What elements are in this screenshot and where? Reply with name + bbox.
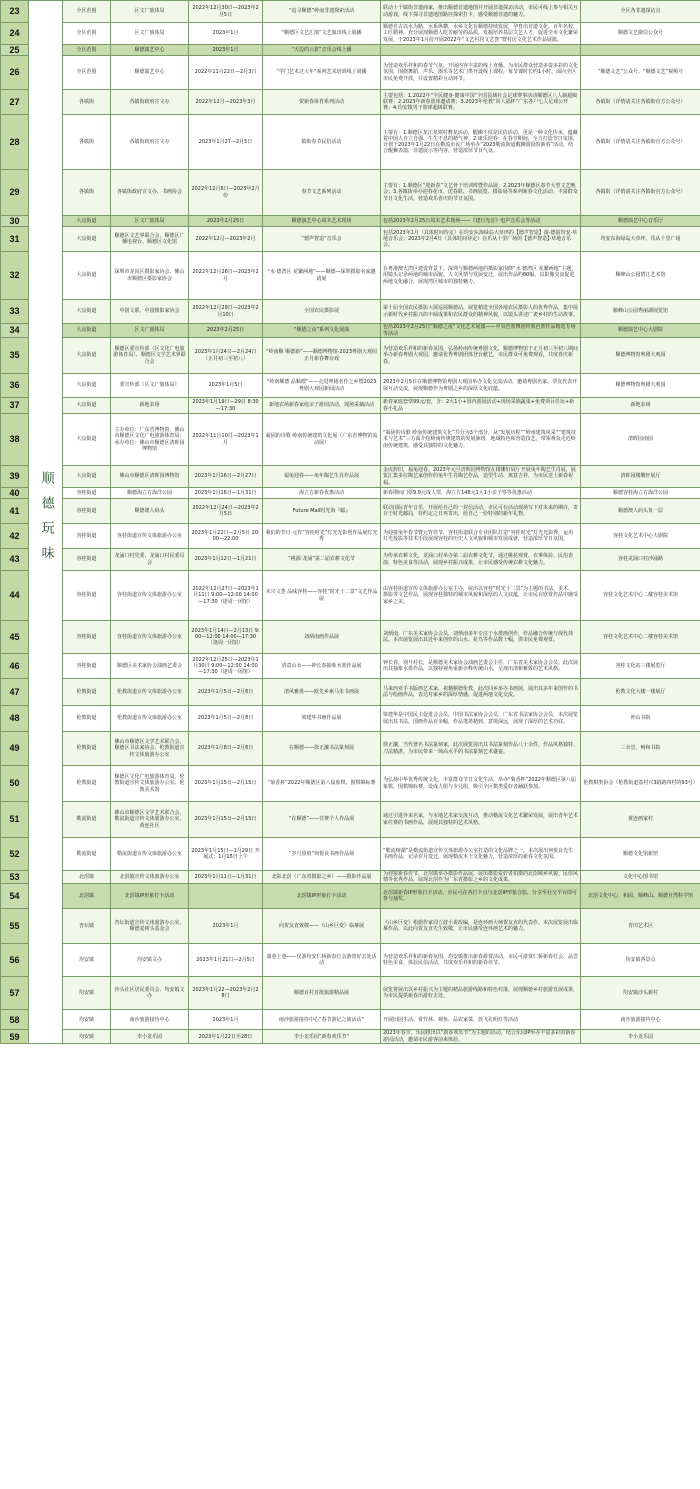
- table-row: [1, 252, 700, 300]
- time-cell: 2022年12月—2023年3月: [189, 90, 263, 115]
- area-cell: 大良街道: [63, 227, 111, 252]
- area-cell: 伦教街道: [63, 732, 111, 766]
- event-name-cell: 福兔迎春——兔年陶艺生肖作品展: [263, 466, 381, 488]
- organizer-cell: 顺德澳人码头: [111, 499, 189, 524]
- event-name-cell: 蒲巷上巷——仅游均安仁桥新春灯会游赏好去处活动: [263, 944, 381, 977]
- table-row: [1, 1030, 700, 1043]
- event-name-cell: “岭南顺 顺德新”——顺德博物馆·2023粤剧大观园正月新春舞台戏: [263, 338, 381, 374]
- table-row: [1, 56, 700, 90]
- event-name-cell: 北影北滘（广东省摄影之乡）——摄影作品展: [263, 871, 381, 884]
- venue-cell: 伦教文化大楼一楼展厅: [581, 679, 700, 706]
- table-row: [1, 1, 700, 23]
- description-cell: 梁建华是中国民主促进会会员，中国书法家协会会员，广东省书法家协会会员，本次展览展出其书法、国画作品百余幅，作品笔墨精到、意境深远，展现了深厚的艺术功底。: [381, 706, 581, 732]
- venue-cell: 顺德博物馆粤剧大观园: [581, 338, 700, 374]
- area-cell: 大良街道: [63, 338, 111, 374]
- organizer-cell: 北滘镇宣传文体旅游办公室: [111, 871, 189, 884]
- description-cell: 联动国际青年音乐，开展给自己的一封信活动，市民可在活动现场写下对未来的期许，寄存于时光邮局，待约定之日再寄出，给自己一份特别的新年礼物。: [381, 499, 581, 524]
- area-cell: 大良街道: [63, 414, 111, 466]
- area-cell: 均安镇: [63, 1030, 111, 1043]
- organizer-cell: 佛山市顺德区文学艺术联合会、勒流街道宣传文体旅游办公室、黄连社区: [111, 802, 189, 838]
- table-row: [1, 679, 700, 706]
- time-cell: 2023年2月25日: [189, 324, 263, 338]
- description-cell: 开展旧园生活、赏竹林、观鱼、品农家菜、放飞孔明灯等活动: [381, 1010, 581, 1030]
- description-cell: 北滘镇新春IP形象打卡活动，市民可在各打卡点与北滘IP形象合影，分享至社交平台即可参与抽奖。: [381, 884, 581, 909]
- description-cell: 为传承农耕文化，龙涌口村举办第二届农耕文化节，通过桃花观赏、农事体验、民俗表演、特色美食等活动，展现乡村振兴成果，让市民感受传统农耕文化魅力。: [381, 549, 581, 571]
- time-cell: 2022年11月22日—2月3日: [189, 56, 263, 90]
- row-number-cell: 47: [1, 679, 29, 706]
- row-number-cell: 32: [1, 252, 29, 300]
- row-number-cell: 28: [1, 115, 29, 170]
- table-row: [1, 466, 700, 488]
- area-cell: 各镇街: [63, 115, 111, 170]
- venue-cell: 容桂文化站三楼展览厅: [581, 654, 700, 679]
- venue-cell: 顺德演艺中心大剧院: [581, 324, 700, 338]
- venue-cell: 伦教棋类协会（伦教街道荔村兴3路路四村的93号）: [581, 766, 700, 802]
- time-cell: 2022年12月25日—2023年1月30日 9:00—12:00 14:00—17:30（逢周一闭馆）: [189, 654, 263, 679]
- time-cell: 2022年11月10日—2023年1月: [189, 414, 263, 466]
- venue-cell: 容桂文化艺术中心二楼容桂美术馆: [581, 571, 700, 621]
- time-cell: 2023年1月12日—1月21日: [189, 549, 263, 571]
- organizer-cell: 中国文联、中国摄影家协会: [111, 300, 189, 324]
- description-cell: 钟长春，别号村长，是顺德美术家协会油画艺委会主任，广东省美术家协会会员。此次展出其抽象水墨作品，以独特视角重新诠释传统山水，呈现出清新雅致的艺术风格。: [381, 654, 581, 679]
- table-row: [1, 115, 700, 170]
- organizer-cell: 龙涌口村党委、龙涌口村民委员会: [111, 549, 189, 571]
- time-cell: 2023年1月15日—2月15日: [189, 766, 263, 802]
- venue-cell: 顺德文化馆新馆: [581, 838, 700, 871]
- description-cell: 展览将展出以乡村振兴为主题的精品旅游线路和特色村落，展现顺德乡村旅游发展成果，为市民提供新春出游好去处。: [381, 977, 581, 1010]
- row-number-cell: 40: [1, 488, 29, 499]
- row-number-cell: 48: [1, 706, 29, 732]
- area-cell: 大良街道: [63, 300, 111, 324]
- venue-cell: 容桂文化艺术中心二楼容桂美术馆: [581, 621, 700, 654]
- area-cell: 均安镇: [63, 1010, 111, 1030]
- venue-cell: 顺德博物馆粤剧大观园: [581, 374, 700, 398]
- time-cell: 2023年1月22日—2月5日 20:00—22:00: [189, 524, 263, 549]
- table-row: [1, 871, 700, 884]
- row-number-cell: 36: [1, 374, 29, 398]
- time-cell: 2022年12月24日—2023年2月5日: [189, 499, 263, 524]
- area-cell: 容桂街道: [63, 499, 111, 524]
- venue-cell: 三水堂、畅和书院: [581, 732, 700, 766]
- event-name-cell: 在顺德——徐正濂书法篆刻展: [263, 732, 381, 766]
- description-cell: 联动十个镇街非遗商家，推出顺德非遗地图并开展非遗探访活动，市民可线上参与相关互动游戏，线下探寻非遗地图路径探索打卡，感受顺德非遗的魅力。: [381, 1, 581, 23]
- event-name-cell: 木兴文荟 品味容桂——容桂“时光十二景”文艺作品展: [263, 571, 381, 621]
- table-row: [1, 549, 700, 571]
- row-number-cell: 49: [1, 732, 29, 766]
- table-row: [1, 414, 700, 466]
- event-name-cell: 清风雅墨——欧先乡素马朱书画展: [263, 679, 381, 706]
- organizer-cell: 顺德演艺中心: [111, 45, 189, 56]
- row-number-cell: 41: [1, 499, 29, 524]
- table-row: [1, 45, 700, 56]
- table-row: [1, 732, 700, 766]
- organizer-cell: 容桂街道宣传文体旅游办公室: [111, 524, 189, 549]
- table-row: [1, 1010, 700, 1030]
- time-cell: 2022年12月30日—2023年2月5日: [189, 1, 263, 23]
- organizer-cell: 顺德演艺中心: [111, 56, 189, 90]
- table-row: [1, 621, 700, 654]
- area-cell: 全区范围: [63, 45, 111, 56]
- table-row: [1, 374, 700, 398]
- organizer-cell: 容桂街道宣传文体旅游办公室: [111, 571, 189, 621]
- table-row: [1, 766, 700, 802]
- table-row: [1, 524, 700, 549]
- time-cell: 2023年1月: [189, 909, 263, 944]
- row-number-cell: 50: [1, 766, 29, 802]
- table-row: [1, 884, 700, 909]
- table-row: [1, 977, 700, 1010]
- event-name-cell: “岁月留痕”何悦良书画作品展: [263, 838, 381, 871]
- area-cell: 各镇街: [63, 90, 111, 115]
- row-number-cell: 43: [1, 549, 29, 571]
- event-name-cell: 顺德演艺中心周末艺术现场: [263, 216, 381, 227]
- venue-cell: 均安东海绿岛大草坪、乐从十里广场: [581, 227, 700, 252]
- area-cell: 杏坛镇: [63, 909, 111, 944]
- venue-cell: 各镇街（详情请关注各镇街官方公众号）: [581, 115, 700, 170]
- area-cell: 大良街道: [63, 398, 111, 414]
- organizer-cell: 各镇街政府宣文办: [111, 115, 189, 170]
- description-cell: 《山乡巨变》根据作家周立波小说改编，是连环画大师贺友直的代表作。本次展览展出临摹作品，以此向贺友直先生致敬，让市民感受连环画艺术的魅力。: [381, 909, 581, 944]
- organizer-cell: 区文广旅体局: [111, 324, 189, 338]
- venue-cell: “顺德文艺”公众号、“顺德文艺”视频号: [581, 56, 700, 90]
- table-row: [1, 838, 700, 871]
- event-name-cell: “水·德湾区 花繁两地”——顺德—深圳摄影名家邀请展: [263, 252, 381, 300]
- area-cell: 大良街道: [63, 252, 111, 300]
- row-number-cell: 55: [1, 909, 29, 944]
- organizer-cell: 北滘镇IP形象打卡活动: [111, 884, 189, 909]
- time-cell: 2022年12月29日—2023年2月10日: [189, 300, 263, 324]
- event-name-cell: “学门艺术过大年”系列艺术培训线上展播: [263, 56, 381, 90]
- row-number-cell: 54: [1, 884, 29, 909]
- event-name-cell: “岭南顺德 品顺德”——走进粤剧名作之乡暨2023粤剧大观园新闻活动: [263, 374, 381, 398]
- table-row: [1, 324, 700, 338]
- venue-cell: 顺德容桂海立方海洋公园: [581, 488, 700, 499]
- time-cell: 2022年12月27日—2023年1月11日 9:00—12:00 14:00—17:30（逢周一闭馆）: [189, 571, 263, 621]
- event-name-cell: 贺新春体育系列活动: [263, 90, 381, 115]
- time-cell: 2023年1月15日—2月15日: [189, 802, 263, 838]
- row-number-cell: 31: [1, 227, 29, 252]
- table-row: [1, 216, 700, 227]
- organizer-cell: 区文广旅体局: [111, 23, 189, 45]
- table-row: [1, 90, 700, 115]
- time-cell: 2023年1月11日—1月31日: [189, 871, 263, 884]
- table-row: [1, 706, 700, 732]
- description-cell: “凝固的诗歌 岭南传统建筑文化”共分为3个部分，从“发展历程”“岭南建筑风采”“建筑技术与艺术”三方面介绍岭南传统建筑的发展脉络、地域特色和营造技艺，带领观众走近岭南传统建筑，感受其独特的文化魅力。: [381, 414, 581, 466]
- description-cell: 为营造欢乐祥和的新春氛围，均安镇推出新春游赏活动，市民可游赏仁桥新春灯会、品尝特色美食、体验民俗活动，共度欢乐祥和的新春佳节。: [381, 944, 581, 977]
- venue-cell: 各镇街（详情请关注各镇街官方公众号）: [581, 170, 700, 216]
- area-cell: 勒流街道: [63, 838, 111, 871]
- time-cell: 2023年1月15日—1月29日 开展式：1月15日上午: [189, 838, 263, 871]
- organizer-cell: 勒流街道宣传文体旅游办公室: [111, 838, 189, 871]
- row-number-cell: 57: [1, 977, 29, 1010]
- venue-cell: 南沙旅游接待中心: [581, 1010, 700, 1030]
- organizer-cell: 杏坛街道宣传文体旅游办公室、顺德麦树头基金会: [111, 909, 189, 944]
- event-name-cell: Future Mail时光海『邮』: [263, 499, 381, 524]
- area-cell: 大良街道: [63, 374, 111, 398]
- area-cell: 大良街道: [63, 466, 111, 488]
- description-cell: 2023年2月5日在顺德博物馆粤剧大观园举办文化交流活动，邀请粤剧名家、票友代表开展互动交流，展现顺德作为粤剧之乡的深厚文化底蕴。: [381, 374, 581, 398]
- area-cell: 大良街道: [63, 324, 111, 338]
- description-cell: [381, 45, 581, 56]
- row-number-cell: 51: [1, 802, 29, 838]
- organizer-cell: 顺德海立方海洋公园: [111, 488, 189, 499]
- description-cell: 主要有：1.顺德区“迎新春”文艺骨干培训班暨作品展；2.2023年顺德区春节大型文艺晚会；3.各镇街举办迎春花市、送春联、书画展览、摄影展等系列新春文化活动，丰富群众节日文化生活，营造欢乐喜庆的节日氛围。: [381, 170, 581, 216]
- time-cell: 2022年12月26日—2023年2月: [189, 252, 263, 300]
- area-cell: 容桂街道: [63, 571, 111, 621]
- description-cell: 新春期间门票9.9元成人票，海立方148元1大1小亲子票等优惠活动: [381, 488, 581, 499]
- time-cell: 2023年1月21日—2月5日: [189, 944, 263, 977]
- venue-cell: 钟山书院: [581, 706, 700, 732]
- area-cell: 伦教街道: [63, 706, 111, 732]
- table-row: [1, 571, 700, 621]
- row-number-cell: 38: [1, 414, 29, 466]
- venue-cell: [581, 45, 700, 56]
- event-name-cell: “顺德之夜”系列文化展演: [263, 324, 381, 338]
- description-cell: 主要包括：1.2022年“全民健身·健康中国”全国县域社会足球赛事活动顺德区八人制超级联赛；2.2023年新春篮球邀请赛；3.2023年伦教“同人福杯”广东各户七人足球公开赛；4.均安镇男子篮球超级联赛。: [381, 90, 581, 115]
- organizer-cell: 南沙旅游接待中心: [111, 1010, 189, 1030]
- category-cell: [29, 1, 63, 1044]
- time-cell: 2023年1月16日—1月31日: [189, 488, 263, 499]
- venue-cell: 黄连画家村: [581, 802, 700, 838]
- description-cell: 金虎辞旧，福兔迎春。2023年元旦清晖园博物馆在楼雕轩展厅开展兔年陶艺生肖展，展览汇集多位陶艺家创作的兔年生肖陶艺作品，造型生动、寓意吉祥，为市民送上新春祝福。: [381, 466, 581, 488]
- time-cell: 2023年1月22—2023年2月28日: [189, 977, 263, 1010]
- row-number-cell: 56: [1, 944, 29, 977]
- row-number-cell: 30: [1, 216, 29, 227]
- table-row: [1, 300, 700, 324]
- time-cell: 2023年1月5日: [189, 374, 263, 398]
- description-cell: 第十届全国农民摄影大展巡展顺德站，展览精选全国各地农民摄影人的优秀作品，集中展示新时代乡村振兴的丰硕成果和农民群众的精神风貌，以镜头讲述广袤乡村的生动故事。: [381, 300, 581, 324]
- organizer-cell: 李小龙乐园: [111, 1030, 189, 1043]
- time-cell: 2022年12月—2023年2月: [189, 227, 263, 252]
- organizer-cell: 委宣传部（区文广旅体局）: [111, 374, 189, 398]
- organizer-cell: 顺德区文化广电旅游体育局、伦教街道宣传文体旅游办公室、伦教美术馆: [111, 766, 189, 802]
- table-row: [1, 170, 700, 216]
- area-cell: 容桂街道: [63, 621, 111, 654]
- venue-cell: 顺峰山公园秀丽湖展览馆: [581, 300, 700, 324]
- venue-cell: 顺德演艺中心音乐厅: [581, 216, 700, 227]
- event-name-cell: 春节文艺系列活动: [263, 170, 381, 216]
- time-cell: 2023年1月: [189, 45, 263, 56]
- description-cell: 在粤港澳大湾区建设背景下，深圳与顺德两地的摄影家围绕“水·德湾区 花繁两地”主题，用镜头记录两地的城市面貌、人文风情与发展变迁，展出作品约80幅，以影像交流促进两地文化融合，展现湾区城市的独特魅力。: [381, 252, 581, 300]
- event-name-cell: 凝固的诗歌 岭南传统建筑文化展（广东省博物馆流动展）: [263, 414, 381, 466]
- time-cell: 2023年1月22日至28日: [189, 1030, 263, 1043]
- venue-cell: 青田艺术区: [581, 909, 700, 944]
- area-cell: 全区范围: [63, 1, 111, 23]
- event-name-cell: “菊香杯”2022年顺德区第八届象棋、围棋锦标赛: [263, 766, 381, 802]
- description-cell: 新春家庭套票99元/套，含：2大1小+园内游园活动+现场采摘蔬果+免费项目任玩+新春小礼品: [381, 398, 581, 414]
- organizer-cell: 新地农场: [111, 398, 189, 414]
- description-cell: 刘炳南，广东美术家协会会员，刘炳南多年专注于水墨画创作，作品融合传统与现代技法，本次展览展出其近年来创作的山水、花鸟等作品数十幅，供市民免费观赏。: [381, 621, 581, 654]
- description-cell: 为迎接新春佳节，北滘镇举办摄影作品展，展出摄影爱好者拍摄的北滘城乡风貌、民俗风情等优秀作品，展现北滘作为广东省摄影之乡的文化成果。: [381, 871, 581, 884]
- venue-cell: 容桂文化艺术中心大剧院: [581, 524, 700, 549]
- event-name-cell: 梁建华书画作品展: [263, 706, 381, 732]
- event-name-cell: 南沙旅游接待中心“春节游记之旅活动”: [263, 1010, 381, 1030]
- description-cell: 为弘扬中华优秀传统文化，丰富群众节日文化生活，举办“菊香杯”2022年顺德区第八届象棋、围棋锦标赛，设成人组与少儿组，吸引全区棋类爱好者踊跃参加。: [381, 766, 581, 802]
- area-cell: 均安镇: [63, 944, 111, 977]
- venue-cell: 北滘文化中心、和园、顺峰山、顺德自然科学馆: [581, 884, 700, 909]
- area-cell: 勒流街道: [63, 802, 111, 838]
- row-number-cell: 53: [1, 871, 29, 884]
- organizer-cell: 深圳市龙岗区摄影家协会、佛山市顺德区摄影家协会: [111, 252, 189, 300]
- row-number-cell: 39: [1, 466, 29, 488]
- table-row: [1, 398, 700, 414]
- event-name-cell: “追寻顺德”岭南非遗探索活动: [263, 1, 381, 23]
- event-name-cell: 向贺友直致敬——《山乡巨变》临摹展: [263, 909, 381, 944]
- category-label: 顺德玩味: [38, 470, 54, 571]
- table-row: [1, 23, 700, 45]
- time-cell: 2023年1月19日—29日 8:30—17:30: [189, 398, 263, 414]
- event-name-cell: 李小龙乐园“新春欢乐节”: [263, 1030, 381, 1043]
- row-number-cell: 35: [1, 338, 29, 374]
- event-table-body: [1, 1, 700, 1044]
- row-number-cell: 59: [1, 1030, 29, 1043]
- time-cell: 2023年1月27—2月5日: [189, 115, 263, 170]
- venue-cell: 清晖园楼雕轩展厅: [581, 466, 700, 488]
- table-row: [1, 802, 700, 838]
- venue-cell: 顺峰山公园碧江艺术馆: [581, 252, 700, 300]
- organizer-cell: 佛山市顺德区文学艺术联合会、顺德区书法家协会、伦教街道宣传文体旅游办公室: [111, 732, 189, 766]
- time-cell: 2023年1月16日—2月27日: [189, 466, 263, 488]
- area-cell: 伦教街道: [63, 679, 111, 706]
- organizer-cell: 沙头社区居民委员会、均安镇文办: [111, 977, 189, 1010]
- row-number-cell: 33: [1, 300, 29, 324]
- description-cell: 包括2023年2月25日周末艺术现场——《建行光音》电声音乐会等活动: [381, 216, 581, 227]
- time-cell: 2023年1月5日—2月8日: [189, 706, 263, 732]
- table-row: [1, 944, 700, 977]
- row-number-cell: 37: [1, 398, 29, 414]
- venue-cell: 顺德文艺微信公众号: [581, 23, 700, 45]
- description-cell: 为营造欢乐祥和的新春氛围，弘扬岭南传统粤剧文化，顺德博物馆于正月初三至初八期间举办新春粤剧大观园，邀请优秀粤剧团体登台献艺，市民群众可免费观看，共度喜庆新春。: [381, 338, 581, 374]
- event-name-cell: 顺德百村首批旅游精品展: [263, 977, 381, 1010]
- venue-cell: 各镇街（详情请关注各镇街官方公众号）: [581, 90, 700, 115]
- event-name-cell: “德声智造”音乐会: [263, 227, 381, 252]
- event-name-cell: “在顺德”——任赛个人作品展: [263, 802, 381, 838]
- venue-cell: 均安镇各景点: [581, 944, 700, 977]
- event-name-cell: 刘炳南画作品展: [263, 621, 381, 654]
- table-row: [1, 654, 700, 679]
- area-cell: 容桂街道: [63, 488, 111, 499]
- row-number-cell: 23: [1, 1, 29, 23]
- event-name-cell: “桃源·龙涌”第二届农耕文化节: [263, 549, 381, 571]
- area-cell: 北滘镇: [63, 884, 111, 909]
- area-cell: 均安镇: [63, 977, 111, 1010]
- venue-cell: 全区各非遗探访点: [581, 1, 700, 23]
- description-cell: “勒流榕湖”是勒流街道宣传文体旅游办公室打造的文化品牌之一，本次展出何悦良先生书画作品，记录岁月变迁，展现勒流本土文化魅力，营造浓厚的新春文化氛围。: [381, 838, 581, 871]
- organizer-cell: 伦教街道宣传文体旅游办公室: [111, 679, 189, 706]
- row-number-cell: 52: [1, 838, 29, 871]
- row-number-cell: 34: [1, 324, 29, 338]
- organizer-cell: 各镇街政府宣文办: [111, 90, 189, 115]
- row-number-cell: 42: [1, 524, 29, 549]
- description-cell: 2023年春节，乐园推出以“新春欢乐节”为主题的活动，结合乐园IP举办丰富多彩的新春游园活动，邀请市民游客前来体验。: [381, 1030, 581, 1043]
- area-cell: 北滘镇: [63, 871, 111, 884]
- venue-cell: 新地农场: [581, 398, 700, 414]
- event-name-cell: 海立方新春优惠活动: [263, 488, 381, 499]
- area-cell: 伦教街道: [63, 766, 111, 802]
- venue-cell: 文化中心图书馆: [581, 871, 700, 884]
- row-number-cell: 45: [1, 621, 29, 654]
- organizer-cell: 区文广旅体局: [111, 1, 189, 23]
- row-number-cell: 25: [1, 45, 29, 56]
- description-cell: 马来西亚手书版画艺术家，祖籍顺德伦教，此次回乡举办书画展，展出其多年来创作的书法与绘画作品，表达对家乡的深厚情感，促进两地文化交流。: [381, 679, 581, 706]
- organizer-cell: 佛山市顺德区清晖园博物馆: [111, 466, 189, 488]
- row-number-cell: 29: [1, 170, 29, 216]
- organizer-cell: 容桂街道宣传文体旅游办公室: [111, 621, 189, 654]
- description-cell: 由容桂街道宣传文体旅游办公室主办，展出以容桂“时光十二景”为主题的书法、美术、摄影等文艺作品，展现容桂独特的城市风貌和深厚的人文底蕴，让市民在欣赏作品中感受家乡之美。: [381, 571, 581, 621]
- event-name-cell: 北滘镇IP形象打卡活动: [263, 884, 381, 909]
- event-name-cell: 全国农民摄影展: [263, 300, 381, 324]
- area-cell: 各镇街: [63, 170, 111, 216]
- time-cell: [189, 884, 263, 909]
- event-name-cell: “顺德区文艺汇演”文艺演出线上展播: [263, 23, 381, 45]
- table-row: [1, 499, 700, 524]
- table-row: [1, 338, 700, 374]
- event-name-cell: 清意山水——钟长春抽象水墨作品展: [263, 654, 381, 679]
- time-cell: 2022年12月6日—2023年2月份: [189, 170, 263, 216]
- venue-cell: 李小龙乐园: [581, 1030, 700, 1043]
- description-cell: 包括2023年1月（具体时间待定）在均安东海绿岛大草坪的【德声智造】游·德韵均安·草地音乐会；2023年2月4日（具体时间待定）在乐从十里广场的【德声智造】·草地音乐会。: [381, 227, 581, 252]
- event-name-cell: “天边的云裳”音乐会线上播: [263, 45, 381, 56]
- time-cell: 2023年1月24日—2月24日（正月初三至初八）: [189, 338, 263, 374]
- organizer-cell: 顺德区文艺界联合会、顺德区广播电视台、顺德区文化馆: [111, 227, 189, 252]
- description-cell: 通过引进外来名家，与本地艺术家交流互动，推动勒流文化艺术繁荣发展，展出青年艺术家任赛的书画作品，展现其独特的艺术风格。: [381, 802, 581, 838]
- organizer-cell: 均安镇文办: [111, 944, 189, 977]
- description-cell: 顺德自古以水为路，水系纵横，水乡文化在顺德持续发展，孕育出非遗文化、百年名校、工匠精神，充分展现顺德人吃苦耐劳的品质，发掘培养基层文艺人才，促进全市文化繁荣发展，于2023年1月份开展2022年“文艺村居文艺荟”暨村居文化艺术作品展演。: [381, 23, 581, 45]
- time-cell: 2023年1月5日—2月8日: [189, 679, 263, 706]
- time-cell: 2023年1月14日—2月13日 9:00—12:00 14:00—17:30（逢周一闭馆）: [189, 621, 263, 654]
- area-cell: 全区范围: [63, 56, 111, 90]
- venue-cell: 均安镇沙头新村: [581, 977, 700, 1010]
- area-cell: 容桂街道: [63, 524, 111, 549]
- time-cell: 2023年2月25日: [189, 216, 263, 227]
- area-cell: 容桂街道: [63, 549, 111, 571]
- time-cell: 2023年1月8日—2月8日: [189, 732, 263, 766]
- row-number-cell: 44: [1, 571, 29, 621]
- organizer-cell: 顺德区委宣传部（区文化广电旅游体育局）、顺德区文学艺术界联合会: [111, 338, 189, 374]
- time-cell: 2023年1月: [189, 23, 263, 45]
- row-number-cell: 26: [1, 56, 29, 90]
- description-cell: 为迎接兔年春节暨元宵佳节，容桂街道联合专业团队打造“容桂时光”灯光光影秀，运用灯光投影等技术手段展现容桂的历史人文风貌和城市发展成就，营造浓厚节日氛围。: [381, 524, 581, 549]
- area-cell: 容桂街道: [63, 654, 111, 679]
- row-number-cell: 27: [1, 90, 29, 115]
- area-cell: 全区范围: [63, 23, 111, 45]
- description-cell: 包括2023年2月25日“顺德之夜”文化艺术展演——中央芭蕾舞团经典芭蕾作品精选专场等活动: [381, 324, 581, 338]
- table-row: [1, 227, 700, 252]
- organizer-cell: 主办单位：广东省博物馆、佛山市顺德区文化广电旅游体育局；承办单位：佛山市顺德区清晖园博物馆: [111, 414, 189, 466]
- row-number-cell: 58: [1, 1010, 29, 1030]
- description-cell: 徐正濂，当代著名书法篆刻家，此次展览展出其书法篆刻作品八十余件，作品风格独特、刀法精湛，为市民带来一场高水平的书法篆刻艺术盛宴。: [381, 732, 581, 766]
- event-name-cell: 我们的节日·元宵“容桂时光”灯光光影创作品展灯光秀: [263, 524, 381, 549]
- organizer-cell: 区文广旅体局: [111, 216, 189, 227]
- time-cell: 2023年1月: [189, 1010, 263, 1030]
- venue-cell: 顺德澳人码头负一层: [581, 499, 700, 524]
- organizer-cell: 伦教街道宣传文体旅游办公室: [111, 706, 189, 732]
- organizer-cell: 顺德区美术家协会油画艺委会: [111, 654, 189, 679]
- row-number-cell: 24: [1, 23, 29, 45]
- description-cell: 为营造欢乐祥和的春节气氛，开展内容丰富的线上直播。为市民群众营造多姿多彩的文化氛围，围绕舞蹈、声乐、器乐等艺术门类开设线上课程，每节课时长约1小时，面向全区市民免费开放，并设置精彩互动环节。: [381, 56, 581, 90]
- event-name-cell: 镇街春节民俗活动: [263, 115, 381, 170]
- table-row: [1, 488, 700, 499]
- organizer-cell: 各镇街政府宣文办、书画协会: [111, 170, 189, 216]
- venue-cell: 清晖园南园: [581, 414, 700, 466]
- event-name-cell: 新地农场新春家庭亲子游园活动、现场采摘活动: [263, 398, 381, 414]
- table-row: [1, 909, 700, 944]
- row-number-cell: 46: [1, 654, 29, 679]
- venue-cell: 容桂龙涌口村沙涌路: [581, 549, 700, 571]
- area-cell: 大良街道: [63, 216, 111, 227]
- description-cell: 主要有：1.顺德区龙江龙潭村舞龙活动，醒狮不仅是民俗活动，更是一种文化传承，蕴藏着中国人自立自强、生生不息的精气神。2.康乐迎春：在春节期间，全力打造节日氛围，计划于2023年1月22日在勒流市民广场举办“2023勒流街道醒狮游园贺新春”活动，结合醒狮表演、非遗展示等内容，营造浓厚节日气氛。: [381, 115, 581, 170]
